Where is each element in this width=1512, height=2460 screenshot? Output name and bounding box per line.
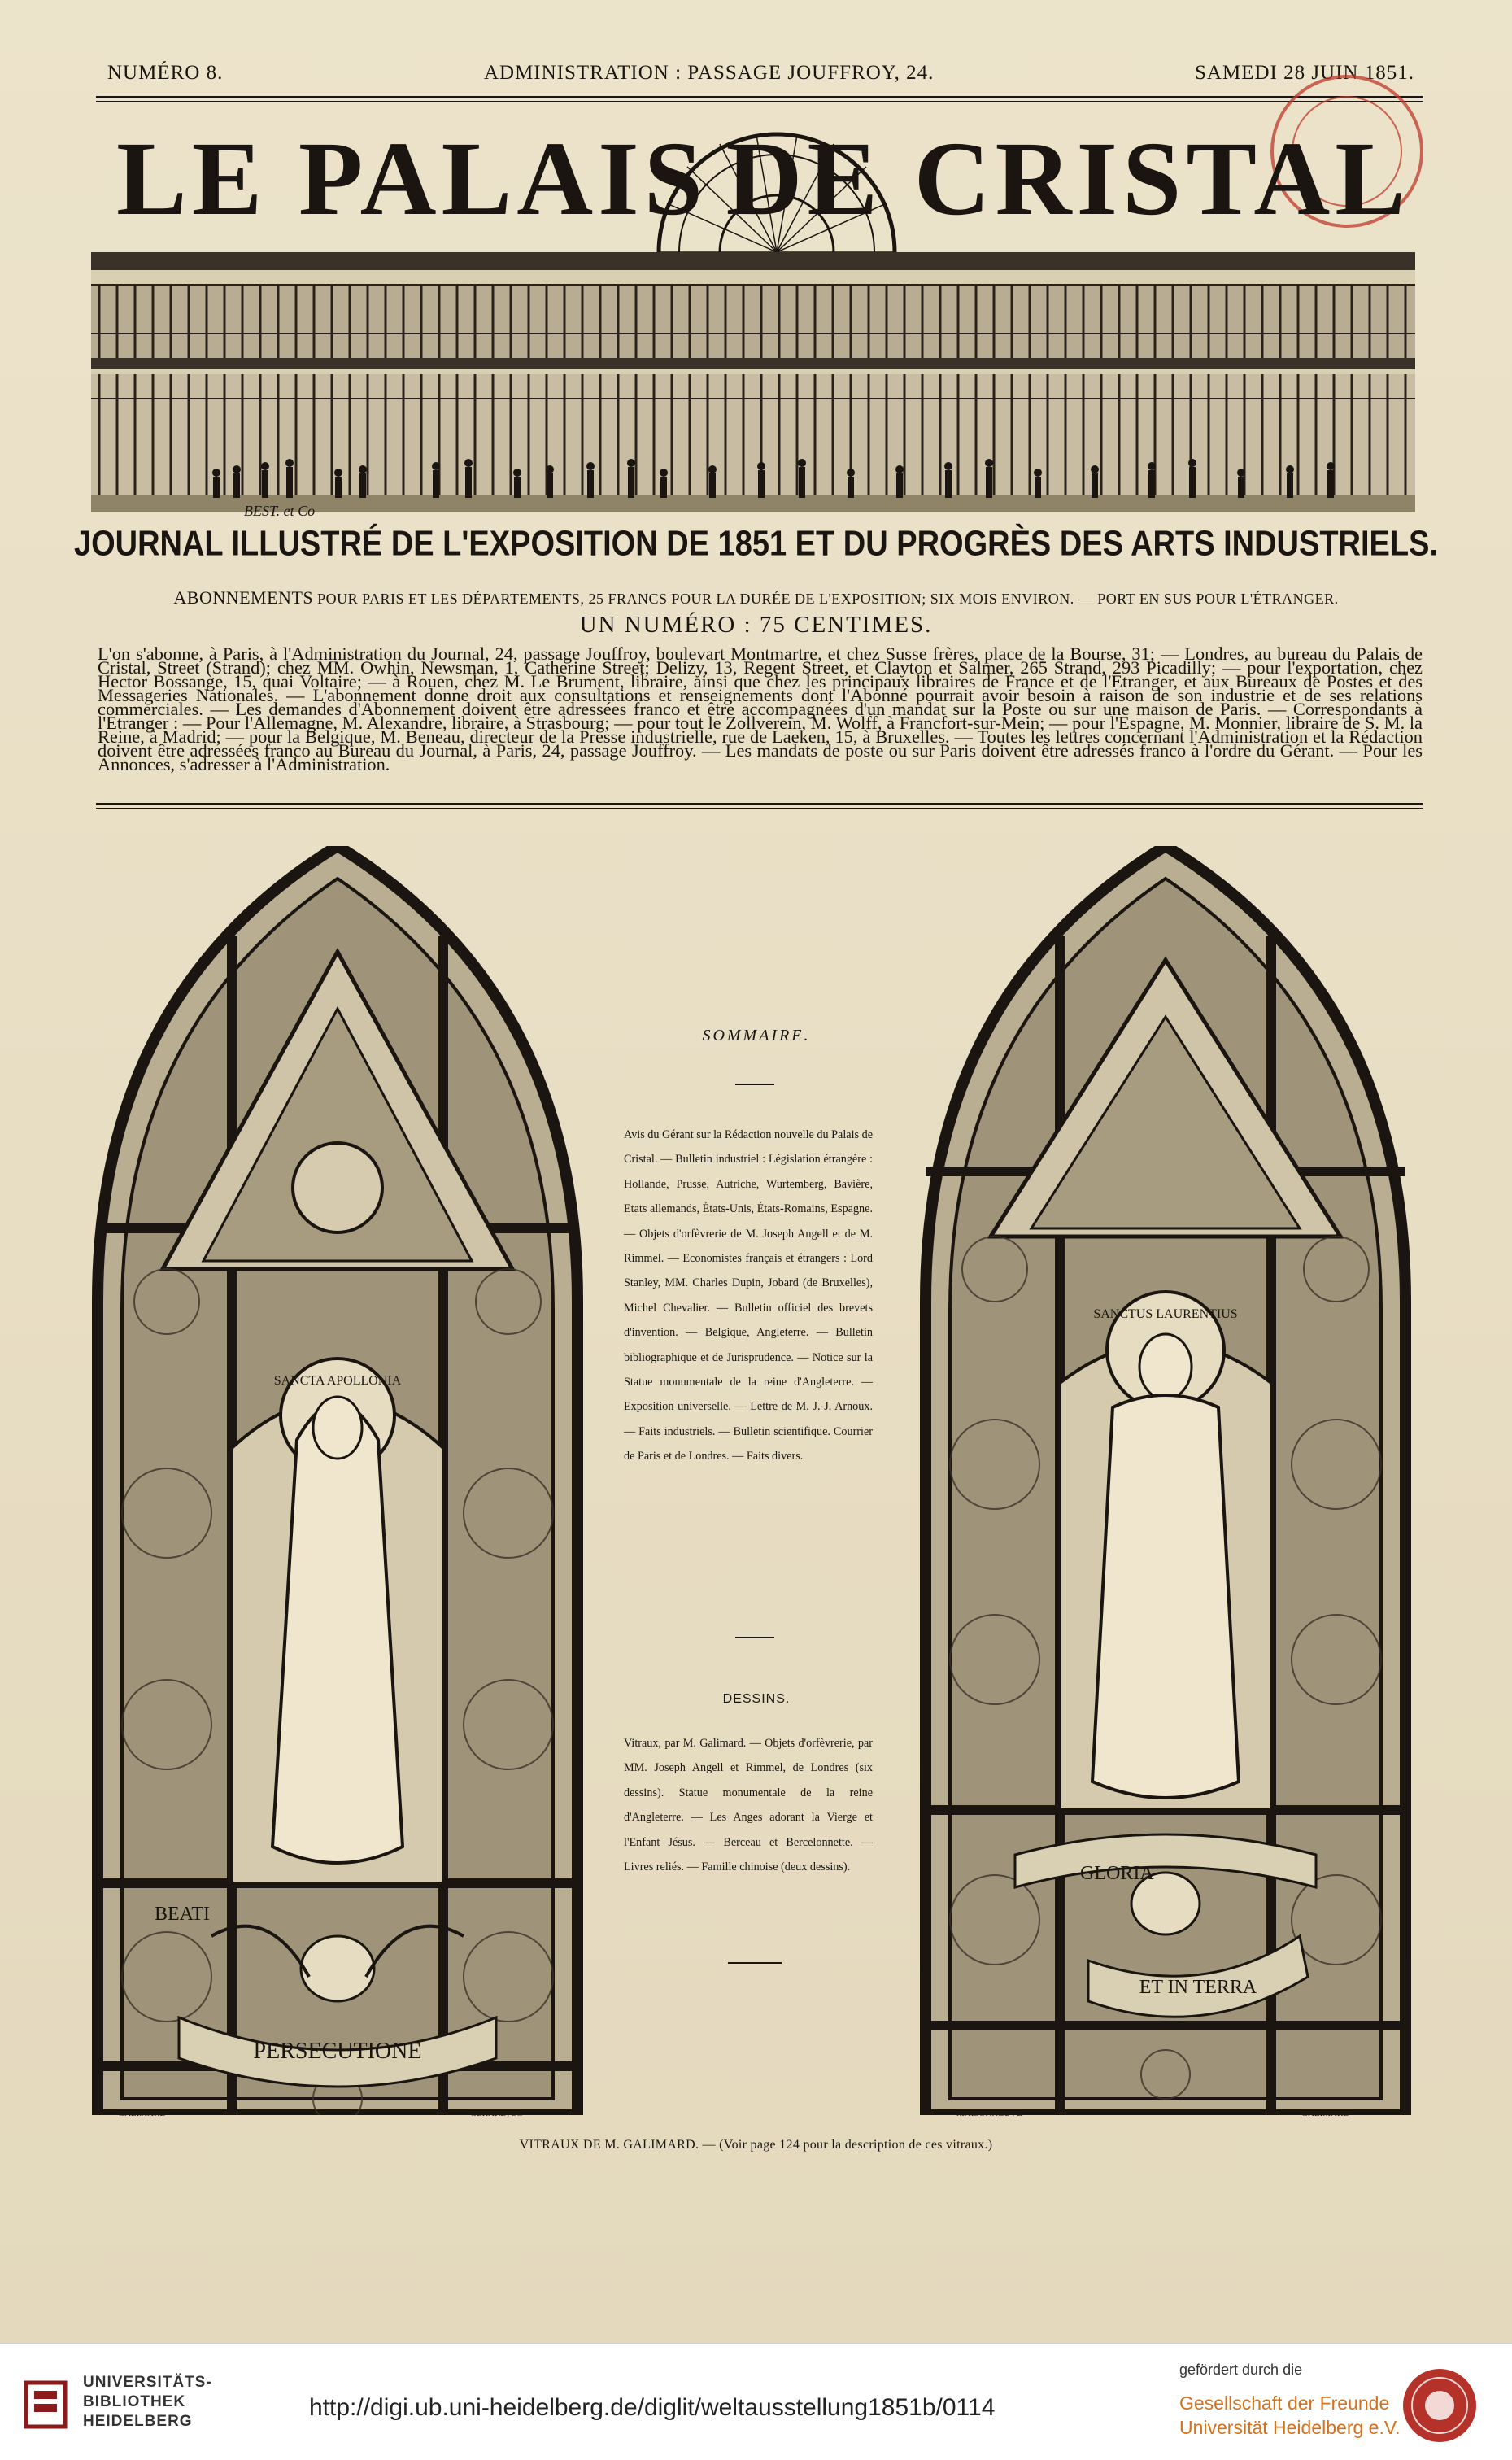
- sommaire-text: Avis du Gérant sur la Rédaction nouvelle du Palais de Cristal. — Bulletin industriel : Législation étrangère : Hollande, Prusse, Autriche, Wurtemberg, Bavière, Etats allemands, États-Unis, États-Romains, Espagne. — Objets d'orfèvrerie de M. Joseph Angell et de M. Rimmel. — Economistes français et étrangers : Lord Stanley, MM. Charles Dupin, Jobard (de Bruxelles), Michel Chevalier. — Bulletin officiel des brevets d'invention. — Belgique, Angleterre. — Bulletin bibliographique et de Jurisprudence. — Notice sur la Statue monumentale de la reine d'Angleterre. — Exposition universelle. — Lettre de M. J.-J. Arnoux. — Faits industriels. — Bulletin scientifique. Courrier de Paris et de Londres. — Faits divers.: [624, 1128, 873, 1463]
- university-name-line-1: UNIVERSITÄTS-: [83, 2374, 212, 2391]
- left-beati-label: BEATI: [155, 1904, 210, 1925]
- society-name: [1179, 2391, 1400, 2440]
- subscription-text: POUR PARIS ET LES DÉPARTEMENTS, 25 FRANCS POUR LA DURÉE DE L'EXPOSITION; SIX MOIS ENVIRON. — PORT EN SUS POUR L'ÉTRANGER.: [317, 591, 1339, 607]
- issue-date: SAMEDI 28 JUIN 1851.: [1194, 62, 1414, 84]
- subscription-notice: [98, 643, 1423, 774]
- engraver-signature: BEST. et Co: [244, 503, 316, 519]
- stained-glass-window-left: [89, 846, 586, 2115]
- subscription-notice-text: L'on s'abonne, à Paris, à l'Administration du Journal, 24, passage Jouffroy, boulevart Montmartre, et chez Susse frères, place de la Bourse, 31; — Londres, au bureau du Palais de Cristal, Street (Strand); chez MM. Owhin, Newsman, 1, Catherine Street; Delizy, 13, Regent Street, et Clayton et Salmer, 265 Strand, 293 Picadilly; — pour l'exportation, chez Hector Bossange, 15, quai Voltaire; — à Rouen, chez M. Le Brument, libraire, ainsi que chez les principaux libraires de France et de l'Etranger, et aux Bureaux de Postes et des Messageries Nationales. — L'abonnement donne droit aux consultations et renseignements dont l'Abonné pourrait avoir besoin à raison de son industrie et de ses relations commerciales. — Les demandes d'Abonnement doivent être adressées franco et être accompagnées d'un mandat sur la Poste ou sur une maison de Paris. — Correspondants à l'Etranger : — Pour l'Allemagne, M. Alexandre, libraire, à Strasbourg; — pour tout le Zollverein, M. Wolff, à Francfort-sur-Mein; — pour l'Espagne, M. Monnier, libraire de S. M. la Reine, à Madrid; — pour la Belgique, M. Beneau, directeur de la Presse industrielle, rue de Laeken, 15, à Bruxelles. — Toutes les lettres concernant l'Administration et la Rédaction doivent être adressées franco au Bureau du Journal, à Paris, 24, passage Jouffroy. — Les mandats de poste ou sur Paris doivent être adressés franco à l'ordre du Gérant. — Pour les Annonces, s'adresser à l'Administration.: [98, 643, 1423, 774]
- dessins-heading: DESSINS.: [722, 1692, 791, 1706]
- university-library-logo-icon: [21, 2376, 70, 2430]
- society-name-line-2: Universität Heidelberg e.V.: [1179, 2417, 1401, 2438]
- university-name-line-3: HEIDELBERG: [83, 2413, 193, 2430]
- right-banner-label-2: ET IN TERRA: [1139, 1977, 1257, 1998]
- masthead: [96, 118, 1423, 238]
- society-name-line-1: Gesellschaft der Freunde: [1179, 2392, 1390, 2414]
- subscription-line: [0, 587, 1512, 608]
- left-window-signature-2: GERARD, SC: [470, 2109, 523, 2118]
- header-line: [107, 57, 1414, 89]
- subscription-lead: ABONNEMENTS: [173, 587, 314, 608]
- right-banner-label: GLORIA: [1080, 1863, 1154, 1884]
- university-library-name: [83, 2373, 212, 2432]
- left-banner-label: PERSECUTIONE: [253, 2039, 422, 2064]
- left-halo-label: SANCTA APOLLONIA: [273, 1374, 402, 1388]
- sommaire-dash: [735, 1084, 774, 1085]
- masthead-title-right: DE CRISTAL: [725, 120, 1410, 238]
- stained-glass-window-right: [917, 846, 1414, 2115]
- university-name-line-2: BIBLIOTHEK: [83, 2393, 186, 2410]
- crystal-palace-facade-illustration: [91, 236, 1415, 512]
- right-halo-label: SANCTUS LAURENTIUS: [1093, 1307, 1238, 1321]
- header-rule: [96, 96, 1423, 98]
- administration-address: ADMINISTRATION : PASSAGE JOUFFROY, 24.: [483, 62, 935, 84]
- university-seal-icon: [1401, 2366, 1479, 2445]
- dessins-text: Vitraux, par M. Galimard. — Objets d'orfèvrerie, par MM. Joseph Angell et Rimmel, de Londres (six dessins). Statue monumentale de la reine d'Angleterre. — Les Anges adorant la Vierge et l'Enfant Jésus. — Berceau et Bercelonnette. — Livres reliés. — Famille chinoise (deux dessins).: [624, 1737, 873, 1874]
- journal-subtitle: JOURNAL ILLUSTRÉ DE L'EXPOSITION DE 1851 ET DU PROGRÈS DES ARTS INDUSTRIELS.: [73, 524, 1439, 565]
- funded-by-label: gefördert durch die: [1179, 2362, 1303, 2378]
- sommaire-heading: SOMMAIRE.: [702, 1027, 811, 1045]
- header-rule-thin: [96, 101, 1423, 102]
- right-window-signature-2: GALIMARD: [1301, 2109, 1350, 2118]
- column-end-ornament: [728, 1962, 782, 1964]
- notice-rule: [96, 803, 1423, 805]
- notice-rule-thin: [96, 808, 1423, 809]
- left-window-signature-1: GALIMARD: [118, 2109, 167, 2118]
- masthead-title-left: LE PALAIS: [116, 120, 708, 238]
- illustration-caption: VITRAUX DE M. GALIMARD. — (Voir page 124 pour la description de ces vitraux.): [519, 2138, 993, 2152]
- digitization-footer: [0, 2343, 1512, 2460]
- issue-number: NUMÉRO 8.: [107, 62, 224, 84]
- dessins-dash: [735, 1637, 774, 1638]
- permalink-url[interactable]: http://digi.ub.uni-heidelberg.de/diglit/weltausstellung1851b/0114: [309, 2394, 996, 2421]
- issue-price: UN NUMÉRO : 75 CENTIMES.: [579, 612, 933, 638]
- right-window-signature-1: MAISONNEUVE: [956, 2109, 1022, 2118]
